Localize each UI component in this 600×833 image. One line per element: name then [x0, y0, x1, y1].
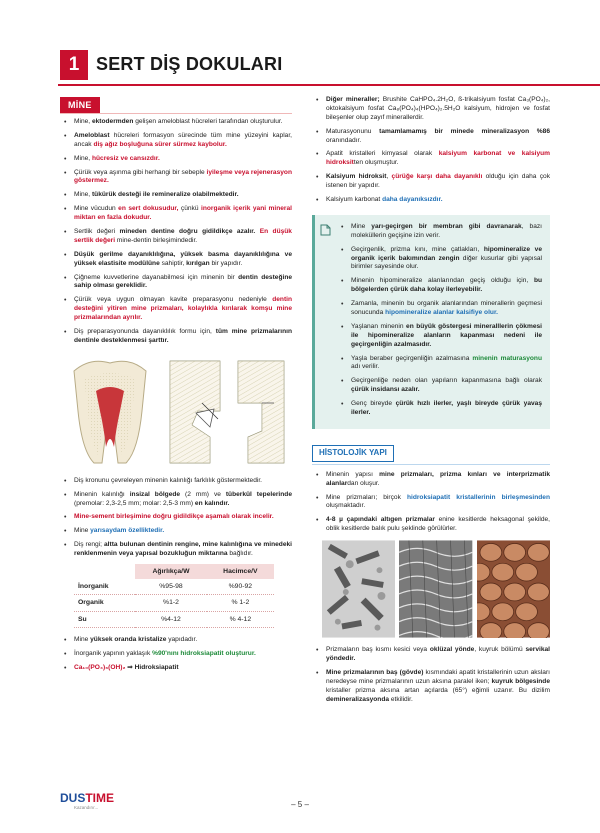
list-item: • Diğer mineraller; Brushite CaHPO₄.2H₂O, ß-trikalsiyum fosfat Ca₃(PO₄)₂, oktokalsiyum fosfat Ca₈(PO₄)₄(HPO₄)₂.5H₂O kalsiyum, hidrojen ve fosfat bileşenler olup zayıf minerallerdir. — [312, 96, 550, 123]
list-item: • Minenin kalınlığı insizal bölgede (2 mm) ve tüberkül tepelerinde (premolar: 2,3-2,5 mm; molar: 2,5-3 mm) en kalındır. — [60, 491, 292, 509]
list-item: • Mine vücudun en sert dokusudur, çünkü inorganik içerik yani mineral miktarı en fazla dokudur. — [60, 205, 292, 223]
note-list — [337, 223, 542, 418]
list-item: • Çürük veya aşınma gibi herhangi bir sebeple iyileşme veya rejenerasyon göstermez. — [60, 169, 292, 187]
table-header-row — [74, 564, 274, 579]
list-item: • Diş preparasyonunda dayanıklılık formu için, tüm mine prizmalarının dentinle desteklenmesi şarttır. — [60, 328, 292, 346]
table-cell: İnorganik — [74, 579, 135, 595]
micrograph-prisms-color — [477, 540, 550, 638]
section-label: MİNE — [60, 97, 100, 113]
table-row — [74, 595, 274, 611]
chapter-title: SERT DİŞ DOKULARI — [96, 54, 283, 74]
chapter-number: 1 — [60, 50, 88, 80]
table-cell: %4-12 — [135, 611, 206, 627]
micrograph-prisms-bw — [399, 540, 472, 638]
list-item: • Sertlik değeri mineden dentine doğru gidildikçe azalır. En düşük sertlik değeri mine-dentin birleşimindedir. — [60, 228, 292, 246]
table-cell: %90-92 — [207, 579, 274, 595]
list-item: • Mine, tükürük desteği ile remineralize olabilmektedir. — [60, 191, 292, 200]
note-box — [312, 215, 550, 429]
left-column — [60, 118, 292, 677]
list-item: • Geçirgenlik, prizma kını, mine çatlakları, hipomineralize ve organik içerik bakımından zengin diğer kusurlar gibi yapısal birimler sayesinde olur. — [337, 246, 542, 273]
bullet-list — [312, 96, 550, 205]
logo-dus: DUS — [60, 791, 86, 805]
list-item: • Prizmaların baş kısmı kesici veya oklüzal yönde, kuyruk bölümü servikal yöndedir. — [312, 646, 550, 664]
list-item: • Mine, ektodermden gelişen ameloblast hücreleri tarafından oluşturulur. — [60, 118, 292, 127]
table-cell: % 1-2 — [207, 595, 274, 611]
list-item: • Kalsiyum hidroksit, çürüğe karşı daha dayanıklı olduğu için daha çok istenen bir yapıdır. — [312, 173, 550, 191]
list-item: • Düşük gerilme dayanıklılığına, yüksek basma dayanıklılığına ve yüksek elastisite modülüne sahiptir, kırılgan bir yapıdır. — [60, 251, 292, 269]
list-item: • Minenin yapısı mine prizmaları, prizma kınları ve interprizmatik alanlardan oluşur. — [312, 471, 550, 489]
table-row — [74, 579, 274, 595]
list-item: • Çürük veya uygun olmayan kavite preparasyonu nedeniyle dentin desteğini yitiren mine prizmaları, kolaylıkla kırılarak komşu mine prizmalarından ayrılır. — [60, 296, 292, 323]
table-cell: %95-98 — [135, 579, 206, 595]
micrograph-crystals — [322, 540, 395, 638]
list-item: • Mine, hücresiz ve cansızdır. — [60, 155, 292, 164]
title-rule — [58, 84, 600, 86]
list-item: • Kalsiyum karbonat daha dayanıksızdır. — [312, 196, 550, 205]
list-item: • Apatit kristalleri kimyasal olarak kalsiyum karbonat ve kalsiyum hidroksitten oluşmuştur. — [312, 150, 550, 168]
list-item: • Geçirgenliğe neden olan yapıların kapanmasına bağlı olarak çürük insidansı azalır. — [337, 377, 542, 395]
list-item: • 4-8 µ çapındaki altıgen prizmalar enine kesitlerde heksagonal şekilde, oblik kesitlerde balık pulu şeklinde görülürler. — [312, 516, 550, 534]
list-item: • Yaşlanan minenin en büyük göstergesi mineralllerin çökmesi ile hipomineralize alanların kapanması nedeni ile geçirgenliğin azalmasıdır. — [337, 323, 542, 350]
list-item: • Ca₁₀(PO₄)₆(OH)₂ ⇒ Hidroksiapatit — [60, 664, 292, 673]
list-item: • Zamanla, minenin bu organik alanlarından minerallerin geçmesi sonucunda hipomineralize alanlar kalsifiye olur. — [337, 300, 542, 318]
table-cell: Organik — [74, 595, 135, 611]
table-cell: Su — [74, 611, 135, 627]
composition-table — [74, 564, 274, 628]
page-number: – 5 – — [291, 800, 309, 809]
list-item: • Ameloblast hücreleri formasyon sürecinde tüm mine yüzeyini kaplar, ancak diş ağız boşluğuna sürer sürmez kaybolur. — [60, 132, 292, 150]
list-item: • Mine yarısaydam özelliktedir. — [60, 527, 292, 536]
table-row — [74, 611, 274, 627]
list-item: • İnorganik yapının yaklaşık %90'nını hidroksiapatit oluşturur. — [60, 650, 292, 659]
right-column — [312, 96, 550, 709]
list-item: • Maturasyonunu tamamlamamış bir minede mineralizasyon %86 oranındadır. — [312, 128, 550, 146]
histology-heading: HİSTOLOJİK YAPI — [312, 445, 394, 462]
table-header: Hacimce/V — [207, 564, 274, 579]
section-rule — [60, 113, 292, 114]
list-item: • Mine prizmalarının baş (gövde) kısmındaki apatit kristallerinin uzun aksları neredeyse mine prizmalarının uzun aksına paralel iken; kuyruk bölgesinde kristaller prizma aksına artan açılarda (65°) eğimli uzanır. Bu dizilim demineralizasyonda etkilidir. — [312, 669, 550, 705]
list-item: • Mine yarı-geçirgen bir membran gibi davranarak, bazı moleküllerin geçişine izin verir. — [337, 223, 542, 241]
footer-logo — [60, 790, 114, 806]
list-item: • Diş rengi; altta bulunan dentinin rengine, mine kalınlığına ve minedeki renklenmenin veya yapısal bozukluğun miktarına bağlıdır. — [60, 541, 292, 559]
list-item: • Çiğneme kuvvetlerine dayanabilmesi için minenin bir dentin desteğine sahip olması gereklidir. — [60, 274, 292, 292]
list-item: • Genç bireyde çürük hızlı ilerler, yaşlı bireyde çürük yavaş ilerler. — [337, 400, 542, 418]
table-cell: %1-2 — [135, 595, 206, 611]
table-cell: % 4-12 — [207, 611, 274, 627]
list-item: • Diş kronunu çevreleyen minenin kalınlığı farklılık göstermektedir. — [60, 477, 292, 486]
table-header — [74, 564, 135, 579]
list-item: • Minenin hipomineralize alanlarından geçiş olduğu için, bu bölgelerden çürük daha kolay ilerleyebilir. — [337, 277, 542, 295]
footer-tagline: Kazandırır... — [74, 805, 99, 810]
bullet-list — [60, 118, 292, 346]
table-header: Ağırlıkça/W — [135, 564, 206, 579]
bullet-list — [312, 646, 550, 704]
tooth-diagram — [60, 351, 292, 469]
list-item: • Yaşla beraber geçirgenliğin azalmasına minenin maturasyonu adı verilir. — [337, 355, 542, 373]
bullet-list — [60, 477, 292, 559]
list-item: • Mine-sement birleşimine doğru gidildikçe aşamalı olarak incelir. — [60, 513, 292, 522]
bullet-list — [312, 471, 550, 534]
note-icon — [320, 224, 331, 236]
list-item: • Mine prizmaları; birçok hidroksiapatit kristallerinin birleşmesinden oluşmaktadır. — [312, 494, 550, 512]
micrograph-strip — [322, 540, 550, 638]
histology-rule — [312, 464, 550, 465]
logo-time: TIME — [85, 791, 115, 805]
list-item: • Mine yüksek oranda kristalize yapıdadır. — [60, 636, 292, 645]
bullet-list — [60, 636, 292, 673]
tooth-illustration — [60, 351, 292, 469]
